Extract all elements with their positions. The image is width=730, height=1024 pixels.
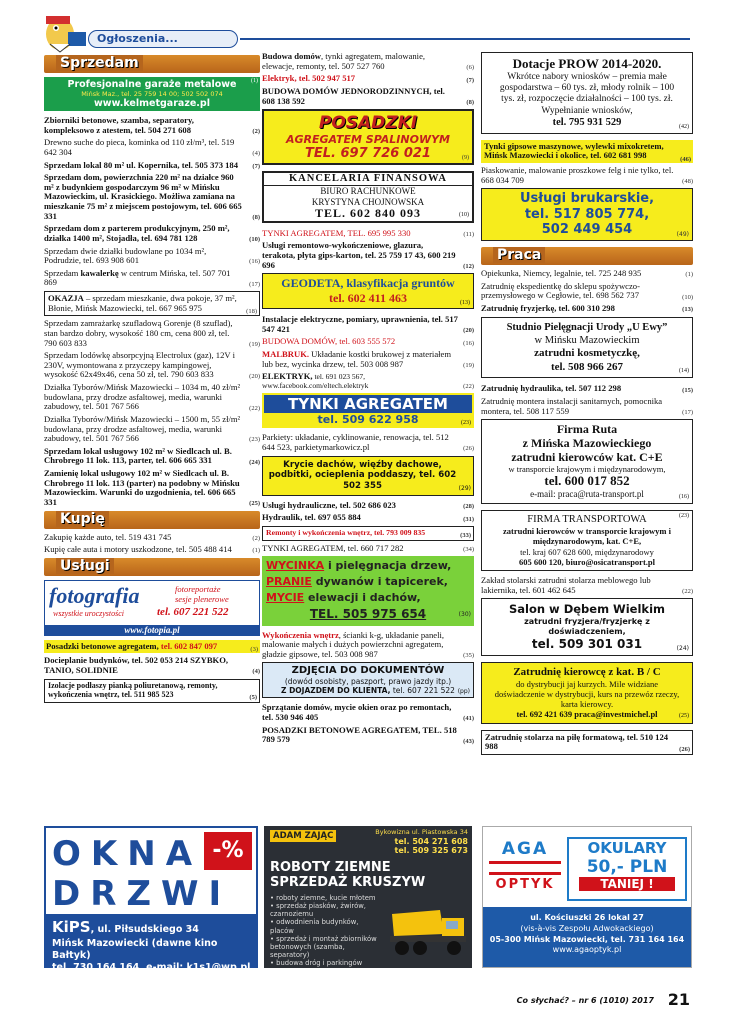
ad-number: (10) [459, 211, 469, 218]
ad-text: i pielęgnacja drzew, [324, 559, 452, 573]
ad-heading: FIRMA TRANSPORTOWA [527, 513, 647, 525]
ad [44, 269, 260, 288]
ad-phone: TEL. 697 726 021 [305, 146, 431, 162]
ad [44, 161, 260, 171]
ad-text: tel. 602 847 097 [158, 640, 218, 651]
ad-text: Opiekunka, Niemcy, legalnie, tel. 725 248 935 [481, 268, 642, 279]
ad-boxed [481, 730, 693, 755]
ad-number: (13) [682, 306, 693, 314]
ad-number: (48) [682, 177, 693, 185]
ad-brand: TYNKI AGREGATEM [264, 395, 472, 413]
ad-heading: Usługi brukarskie, [519, 191, 655, 207]
ad [44, 415, 260, 444]
ad [262, 241, 474, 270]
ad-text: Zbiorniki betonowe, szamba, separatory, kompleksowo z atestem, tel. 504 271 608 [44, 115, 194, 135]
ad [262, 501, 474, 511]
ad-text: Sprzedam dom, powierzchnia 220 m² na działce 960 m² z budynkiem gospodarczym 96 m² w Mińsku Mazowieckim, ul. Krasickiego. Możliwa zamiana na mieszkanie 75 m² z miejscem postojowym, tel. 606 665 331 [44, 172, 242, 221]
ad-number: (22) [249, 404, 260, 412]
footer [440, 990, 690, 1010]
ad-website: www.kelmetgaraze.pl [94, 98, 210, 109]
list-item-text: roboty ziemne, kucie młotem [276, 894, 376, 902]
ad-phone: 605 600 120, biuro@osicatransport.pl [519, 556, 655, 567]
ad-number: (8) [252, 213, 260, 221]
ad-number: (22) [682, 587, 693, 595]
ad [481, 384, 693, 394]
ad-text: Układanie kostki brukowej z materiałem lub bez, wycinka drzew, tel. 503 008 987 [262, 349, 452, 369]
section-title: Praca [493, 247, 545, 263]
ad-geodeta [262, 273, 474, 309]
ad-text: BUDOWA DOMÓW JEDNORODZINNYCH, tel. 608 138 592 [262, 85, 445, 106]
ad-highlight [44, 640, 260, 654]
ad-number: (49) [676, 230, 689, 238]
ad-text: Zakupię każde auto, tel. 519 431 745 [44, 531, 172, 542]
section-sprzedam [44, 55, 260, 73]
ad [262, 544, 474, 554]
ad-line: KRYSTYNA CHOJNOWSKA [311, 196, 425, 207]
ad-number: (42) [679, 123, 689, 130]
ad-text: Sprzedam zamrażarkę szufladową Gorenje (8 szuflad), stan bardzo dobry, wysokość 180 cm, cena 800 zł, tel. 790 603 833 [44, 318, 233, 348]
ad-text: Sprzedam lokal usługowy 102 m² w Siedlcach ul. B. Chrobrego 11 lok. 113, parter, tel. 606 665 331 [44, 445, 232, 466]
ad-text: , tynki agregatem, malowanie, elewacje, remonty, tel. 507 527 760 [262, 51, 426, 71]
ad-number: (14) [679, 367, 689, 374]
ad-text: Kupię całe auta i motory uszkodzone, tel. 505 488 414 [44, 544, 232, 555]
ad-text: Zakład stolarski zatrudni stolarza meblowego lub lakiernika, tel. 601 462 645 [481, 574, 651, 595]
ad-number: (33) [460, 532, 471, 540]
ad-number: (5) [249, 694, 257, 702]
header-rule [240, 38, 690, 40]
ad-firma-transportowa [481, 510, 693, 571]
ad-number: (34) [463, 546, 474, 554]
ad [481, 576, 693, 595]
ad-brand: POSADZKI [318, 113, 418, 134]
ad [44, 383, 260, 412]
ad-number: (26) [463, 445, 474, 453]
ad-number: (25) [249, 500, 260, 508]
ad-phone: tel. 602 411 463 [329, 291, 407, 306]
section-praca [481, 247, 693, 265]
ad-text: Zamienię lokal usługowy 102 m² w Siedlcach ul. B. Chrobrego 11 lok. 113 (parter) na podobny w Mińsku Mazowieckim. Warunki do uzgodnienia, tel. 606 665 331 [44, 468, 240, 507]
ad-number: (11) [463, 231, 474, 239]
ad-number: (23) [679, 512, 689, 519]
ad-studio [481, 317, 693, 379]
ad-phone: tel. 508 966 267 [550, 360, 624, 373]
ad-number: (1) [252, 547, 260, 555]
ad-line: w transporcie krajowym i międzynarodowym, [508, 463, 666, 474]
ad-text: elewacji i dachów, [304, 591, 421, 605]
ad-number: (16) [463, 339, 474, 347]
ad-number: (7) [466, 76, 474, 84]
ad-brand: OPTYK [495, 877, 555, 892]
ad-salon [481, 598, 693, 655]
ad-number: (19) [249, 340, 260, 348]
ad-text: Drewno suche do pieca, kominka od 110 zł/m³, tel. 519 642 304 [44, 137, 235, 157]
ad-number: (4) [252, 150, 260, 158]
list-item-text: sprzedaż piasków, żwirów, czarnoziemu [270, 902, 366, 919]
ad-brand: AGA [501, 839, 549, 859]
ad [44, 319, 260, 348]
column-left [44, 52, 260, 706]
ad-number: (2) [252, 534, 260, 542]
ad-brand: KANCELARIA FINANSOWA [264, 173, 472, 186]
discount-badge: -% [204, 832, 252, 870]
ad-boxed [44, 291, 260, 316]
ad-wycinka [262, 556, 474, 625]
ad-line: Bykowizna ul. Piastowska 34 [375, 828, 468, 836]
ad-text: OKAZJA [48, 293, 84, 303]
ad [262, 513, 474, 523]
footer-issue: Co słychać? – nr 6 (1010) 2017 [516, 996, 654, 1005]
ad-line: Wkrótce nabory wniosków – premia małe gospodarstwa – 60 tys. zł, młody rolnik – 100 tys. zł, rozpoczęcie działalności – 100 tys. zł. Wypełnianie wniosków, [499, 71, 675, 116]
column-middle [262, 52, 474, 748]
ad-phone: 05-300 Mińsk Mazowiecki, tel. 731 164 164 [489, 934, 685, 944]
ad-number: (26) [679, 746, 690, 754]
ad-number: (35) [463, 652, 474, 660]
ad [262, 87, 474, 106]
ad-line: zatrudni kosmetyczkę, [534, 346, 640, 359]
ad [481, 304, 693, 314]
ad-price: 50,- PLN [586, 857, 668, 877]
ad [44, 545, 260, 555]
ad-text: Sprzedam [44, 267, 81, 278]
ad-brand: OKNA [52, 834, 203, 874]
ad-line: tel. kraj 607 628 600, międzynarodowy [520, 546, 654, 557]
ad-number: (10) [249, 236, 260, 244]
ad [262, 315, 474, 334]
ad-phone: TEL. 602 840 093 [314, 205, 421, 220]
ad-text: Zatrudnię hydraulika, tel. 507 112 298 [481, 383, 622, 394]
ad-text: Tynki gipsowe maszynowe, wylewki mixokretem, Mińsk Mazowiecki i okolice, tel. 602 681 998 [484, 140, 664, 161]
ad-kierowca [481, 662, 693, 724]
ad-line: fotoreportaże [175, 583, 221, 594]
ad [262, 52, 474, 71]
ad-line: z Mińska Mazowieckiego [522, 435, 652, 450]
section-uslugi [44, 558, 260, 576]
ad-text: Z DOJAZDEM DO KLIENTA, [281, 686, 391, 696]
ad-number: (41) [463, 715, 474, 723]
ad-heading: Zatrudnię kierowcę z kat. B / C [513, 665, 661, 678]
ad-text: PRANIE [266, 575, 312, 589]
ad-line: w Mińsku Mazowieckim [534, 334, 640, 346]
ad-highlight [481, 140, 693, 163]
ad-number: (2) [252, 127, 260, 135]
ad-number: (24) [249, 458, 260, 466]
ad-number: (20) [463, 327, 474, 335]
ad-number: (17) [682, 408, 693, 416]
ad-aga-optyk [482, 826, 692, 968]
ad [262, 726, 474, 745]
ad [262, 350, 474, 369]
ad-number: (10) [682, 293, 693, 301]
column-right [481, 52, 693, 758]
ad-phone: tel. 517 805 774, [524, 206, 650, 222]
ad-boxed [44, 679, 260, 703]
ad-text: Usługi hydrauliczne, tel. 502 686 023 [262, 499, 396, 510]
ad-number: (46) [680, 155, 691, 163]
ad-phone: tel. 795 931 529 [552, 117, 622, 129]
ad-garaze [44, 77, 260, 111]
ad-text: Izolacje podłaszy pianką poliuretanową, remonty, wykończenia wnętrz, tel. 511 985 523 [48, 680, 218, 699]
ad-number: (12) [463, 262, 474, 270]
section-title: Sprzedam [56, 55, 143, 71]
ad [481, 166, 693, 185]
page-title: Ogłoszenia... [97, 32, 178, 45]
ad-text: Zatrudnię stolarza na piłę formatową, tel. 510 124 988 [485, 731, 669, 752]
ad [262, 631, 474, 660]
ad-line: Mińsk Maz., tel. 25 759 14 00; 502 502 074 [81, 90, 223, 98]
ad-number: (20) [249, 372, 260, 380]
ad [44, 116, 260, 135]
ad-text: MALBRUK. [262, 349, 310, 360]
ad-phone: tel. 509 301 031 [531, 636, 643, 651]
ad-line: do dystrybucji jaj kurzych. Mile widziane doświadczenie w dystrybucji, kurs na przewóz rzeczy, karta kierowcy. [494, 678, 680, 710]
ad-text: Działka Tyborów/Mińsk Mazowiecki – 1500 m, 55 zł/m² budowlana, przy drodze asfaltowej, media, warunki zabudowy, tel. 501 767 566 [44, 413, 241, 444]
ad-aga-logo [489, 839, 561, 899]
ad-text: Hydraulik, tel. 697 055 884 [262, 512, 361, 523]
ad [44, 447, 260, 466]
ad-text: Sprzedam dom z parterem produkcyjnym, 250 m², działka 1400 m², Stojadła, tel. 694 781 128 [44, 223, 230, 243]
ad-brand: DRZWI [52, 874, 232, 914]
ad-text: TYNKI AGREGATEM, TEL. 695 995 330 [262, 227, 411, 238]
ad-phone: tel. 730 164 164, e-mail: k1s1@wp.pl [52, 962, 251, 974]
ad-phone: tel. 600 017 852 [544, 473, 630, 489]
logo-rule [489, 861, 561, 875]
ad-number: (28) [463, 503, 474, 511]
ad [481, 269, 693, 279]
list-item: • odwodnienia budynków, placów [270, 918, 359, 935]
ad-number: (25) [679, 713, 689, 720]
ad-brand: fotografia [49, 582, 140, 608]
ad [262, 703, 474, 722]
ad-okna-panel [46, 828, 256, 914]
ad-line: (dowód osobisty, paszport, prawo jazdy itp.) [284, 677, 452, 687]
ad-line: Profesjonalne garaże metalowe [67, 79, 237, 90]
list-item: • sprzedaż piasków, żwirów, czarnoziemu [270, 902, 366, 919]
list-item-text: budowa dróg i parkingów [276, 959, 363, 968]
ad-brand: ZDJĘCIA DO DOKUMENTÓW [291, 665, 445, 677]
ad-number: (31) [463, 515, 474, 523]
ad-text: dywanów i tapicerek, [311, 575, 448, 589]
ad-text: Sprzątanie domów, mycie okien oraz po remontach, tel. 530 946 405 [262, 702, 452, 723]
ad-email: e-mail: praca@ruta-transport.pl [530, 489, 644, 500]
ad-text: WYCINKA [266, 559, 325, 573]
ad-text: Działka Tyborów/Mińsk Mazowiecki – 1034 m, 40 zł/m² budowlana, przy drodze asfaltowej, media, warunki zabudowy, tel. 501 767 566 [44, 382, 241, 412]
ad-number: (22) [463, 383, 474, 391]
ad [44, 224, 260, 243]
ad-text: – sprzedam mieszkanie, dwa pokoje, 37 m², Błonie, Mińsk Mazowiecki, tel. 667 965 975 [48, 293, 237, 313]
ad-text: Remonty i wykończenia wnętrz, tel. 793 009 835 [266, 528, 426, 538]
ad-number: (19) [463, 362, 474, 370]
ad-number: (16) [249, 258, 260, 266]
ad-text: Budowa domów [262, 51, 321, 61]
ad-heading: Studnio Pielęgnacji Urody „U Ewy” [506, 321, 668, 333]
ad-aga-address [483, 907, 691, 967]
ad-posadzki [262, 109, 474, 165]
ad-brukarskie [481, 188, 693, 241]
ad [262, 229, 474, 239]
ad-heading: Dotacje PROW 2014-2020. [512, 56, 662, 71]
ad [481, 282, 693, 301]
ad-text: Zatrudnię ekspedientkę do sklepu spożywczo-przemysłowego w Cegłowie, tel. 698 562 737 [481, 280, 640, 301]
ad-website: www.agaoptyk.pl [552, 945, 622, 955]
ad-text: POSADZKI BETONOWE AGREGATEM, TEL. 518 789 579 [262, 724, 457, 745]
ad-text: Posadzki betonowe agregatem, [46, 640, 159, 651]
ad [44, 247, 260, 266]
ad-phone: tel. 509 325 673 [394, 846, 468, 855]
ad-aga-promo [567, 837, 687, 901]
ad-number: (23) [249, 436, 260, 444]
ad-fotografia [44, 580, 260, 636]
ad-phone: tel. 607 221 522 [390, 686, 455, 696]
ad-text: kawalerkę [80, 267, 119, 278]
ad [262, 433, 474, 452]
ad [262, 74, 474, 84]
list-item: • sprzedaż i montaż zbiorników betonowych (szamba, separatory) [270, 934, 377, 960]
ad-brand: KiPS [52, 918, 91, 936]
ad-text: tel. 691 023 567, www.facebook.com/eltech.elektryk [262, 372, 369, 390]
ad [262, 337, 474, 347]
ad-website: www.fotopia.pl [45, 625, 259, 635]
ad-line: wszystkie uroczystości [53, 608, 125, 618]
ad-number: (1) [251, 78, 258, 84]
ad-heading: SPRZEDAŻ KRUSZYW [270, 875, 426, 890]
section-header-bar [88, 30, 238, 48]
ad-zdjecia [262, 662, 474, 698]
ad-text: Sprzedam lodówkę absorpcyjną Electrolux (gaz), 12V i 230V, wymontowana z przyczepy kampingowej, wysokość 62x49x46, cena 50 zł, tel. 790 603 833 [44, 350, 235, 380]
page-number: 21 [667, 990, 690, 1009]
ad-line: sesje plenerowe [175, 593, 229, 604]
ad-text: TYNKI AGREGATEM, tel. 660 717 282 [262, 542, 404, 553]
ad-okna-drzwi [44, 826, 258, 974]
section-kupie [44, 511, 260, 529]
ad-line: ul. Kościuszki 26 lokal 27 [530, 913, 644, 922]
ad-prow [481, 52, 693, 134]
ad-number: (16) [679, 493, 689, 500]
ad [44, 138, 260, 157]
ad-number: (3) [250, 646, 258, 654]
ad-heading: Salon w Dębem Wielkim [508, 602, 665, 617]
section-title: Usługi [56, 558, 114, 574]
ad-phone: TEL. 505 975 654 [309, 607, 427, 622]
list-item-text: sprzedaż i montaż zbiorników betonowych (szamba, separatory) [270, 934, 377, 960]
ad-number: (23) [461, 420, 471, 427]
ad-phone: tel. 607 221 522 [157, 605, 229, 618]
ad-roboty-ziemne [264, 826, 472, 968]
truck-icon [388, 904, 468, 960]
ad [44, 351, 260, 380]
ad-number: (1) [685, 271, 693, 279]
ad-line: , ul. Piłsudskiego 34 [90, 924, 199, 935]
ad-line: BIURO RACHUNKOWE [320, 186, 416, 197]
ad-text: Sprzedam dwie działki budowlane po 1034 m², Podrudzie, tel. 693 908 601 [44, 245, 207, 266]
list-item: • budowa dróg i parkingów [270, 959, 363, 968]
ad-text: Instalacje elektryczne, pomiary, uprawnienia, tel. 517 547 421 [262, 314, 458, 334]
ad-tynki [262, 393, 474, 428]
ad-number: (pp) [457, 688, 470, 696]
ad-line: zatrudni fryzjera/fryzjerkę z doświadczeniem, [524, 616, 650, 636]
ad-number: (13) [460, 300, 470, 307]
ad-okna-address [52, 918, 256, 975]
ad-text: ELEKTRYK, [262, 371, 313, 382]
ad-number: (7) [252, 162, 260, 170]
ad-number: (24) [676, 645, 689, 653]
ad-roboty-list [270, 894, 380, 967]
ad-heading: ROBOTY ZIEMNE [270, 860, 391, 875]
ad-text: Docieplanie budynków, tel. 502 053 214 SZYBKO, TANIO, SOLIDNIE [44, 655, 229, 675]
ad [262, 372, 474, 390]
ad-line: AGREGATEM SPALINOWYM [285, 133, 450, 147]
ad-number: (30) [458, 610, 471, 618]
ad-text: Sprzedam lokal 80 m² ul. Kopernika, tel. 505 373 184 [44, 159, 239, 170]
ad-phone: tel. 504 271 608 [394, 837, 468, 846]
list-item: • roboty ziemne, kucie młotem [270, 894, 376, 902]
ad-phone: tel. 509 622 958 [317, 413, 419, 427]
ad-number: (15) [682, 386, 693, 394]
ad-text: Elektryk, tel. 502 947 517 [262, 73, 356, 84]
list-item-text: odwodnienia budynków, placów [270, 918, 359, 935]
ad-text: Piaskowanie, malowanie proszkowe felg i nie tylko, tel. 668 034 709 [481, 165, 674, 185]
ad-text: Usługi remontowo-wykończeniowe, glazura, terakota, płyta gips-karton, tel. 25 759 17 43, 600 219 696 [262, 240, 456, 270]
ad-number: (9) [462, 155, 469, 162]
ad-brand: GEODETA, klasyfikacja gruntów [281, 276, 455, 291]
ad-number: (29) [458, 485, 471, 493]
ad-line: zatrudni kierowców kat. C+E [511, 449, 663, 464]
ad-krycie [262, 456, 474, 496]
ad-kancelaria [262, 171, 474, 223]
ad-number: (8) [466, 98, 474, 106]
ad [44, 173, 260, 221]
section-title: Kupię [56, 511, 109, 527]
ad-text: Wykończenia wnętrz [262, 629, 339, 640]
ad [481, 397, 693, 416]
ad-text: , ścianki k-g, układanie paneli, malowanie małych i dużych powierzchni agregatem, gładzie gipsowe, tel. 503 008 987 [262, 629, 445, 659]
ad-text: Krycie dachów, więźby dachowe, podbitki, ocieplenia poddaszy, tel. 602 502 355 [268, 459, 457, 492]
ad-heading: OKULARY [587, 839, 667, 857]
ad-ruta [481, 419, 693, 503]
ad-number: (17) [249, 280, 260, 288]
ad-text: w centrum Mińska, tel. 507 701 869 [44, 267, 231, 288]
ad-number: (18) [246, 307, 257, 315]
ad-boxed [262, 526, 474, 541]
ad [44, 469, 260, 508]
ad-line: (vis-à-vis Zespołu Adwokackiego) [520, 923, 654, 933]
ad-text: Zatrudnię fryzjerkę, tel. 600 310 298 [481, 302, 615, 313]
mascot-icon [40, 14, 88, 54]
ad-text: MYCIE [266, 591, 305, 605]
ad-text: Parkiety: układanie, cyklinowanie, renowacja, tel. 512 644 523, parkietymarkowicz.pl [262, 432, 449, 452]
ad-heading: TANIEJ ! [579, 877, 675, 891]
ad-number: (6) [466, 63, 474, 71]
ad [44, 533, 260, 543]
ad-line: Mińsk Mazowiecki (dawne kino Bałtyk) [52, 937, 218, 961]
ad-phone: 502 449 454 [541, 222, 633, 238]
ad-text: Zatrudnię montera instalacji sanitarnych, pomocnika montera, tel. 508 117 559 [481, 395, 663, 416]
ad-heading: Firma Ruta [556, 422, 618, 437]
ad-number: (43) [463, 737, 474, 745]
ad-number: (4) [252, 668, 260, 676]
ad-phone: tel. 692 421 639 praca@investmichel.pl [516, 709, 658, 720]
ad-brand: ADAM ZAJĄC [270, 830, 336, 842]
ad-text: BUDOWA DOMÓW, tel. 603 555 572 [262, 336, 396, 347]
ad [44, 656, 260, 675]
ad-line: zatrudni kierowców w transporcie krajowym i międzynarodowym, kat. C+E, [502, 526, 672, 547]
